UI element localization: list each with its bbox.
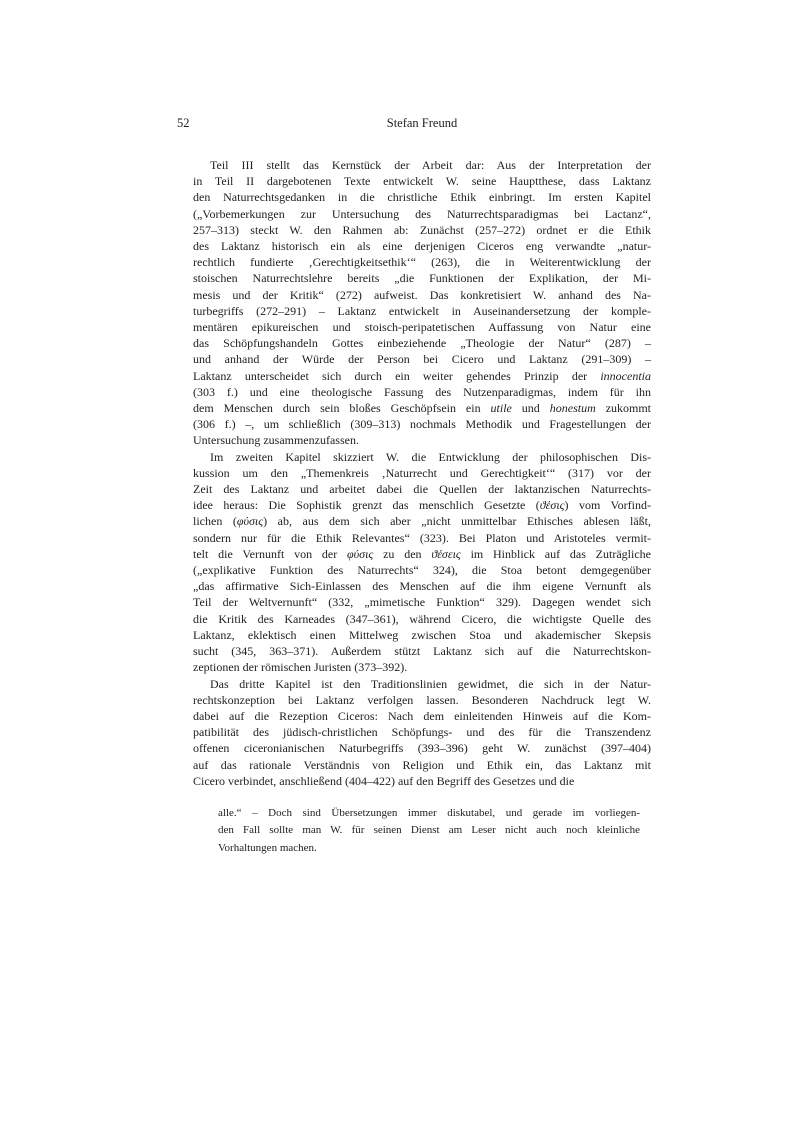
text-segment: Das dritte Kapitel ist den Traditionslinien gewidmet, die sich in der Natur-: [210, 676, 651, 691]
text-line: [193, 303, 651, 319]
text-line: [193, 319, 651, 335]
text-segment: und anhand der Würde der Person bei Cicero und Laktanz (291–309) –: [193, 352, 651, 367]
text-line: [218, 822, 640, 839]
text-line: [193, 724, 651, 740]
greek-term: ϑέσις: [539, 498, 565, 513]
text-segment: idee heraus: Die Sophistik grenzt das menschlich Gesetzte (: [193, 498, 540, 513]
text-line: [193, 351, 651, 367]
greek-term: ϑέσεις: [431, 546, 461, 561]
text-segment: zeptionen der römischen Juristen (373–392).: [193, 660, 408, 675]
text-line: [193, 611, 651, 627]
text-segment: sucht (345, 363–371). Außerdem stützt Laktanz sich auf die Naturrechtskon-: [193, 644, 651, 659]
text-line: [193, 189, 651, 205]
text-line: [193, 254, 651, 270]
page-number: 52: [177, 116, 190, 130]
italic-term: innocentia: [600, 368, 651, 383]
text-segment: die Kritik des Karneades (347–361), während Cicero, die wichtigste Quelle des: [193, 611, 651, 626]
text-line: [193, 238, 651, 254]
text-segment: zukommt: [595, 401, 652, 416]
text-line: [193, 643, 651, 659]
page-header: [177, 114, 651, 132]
text-segment: in Teil II dargebotenen Texte entwickelt W. seine Hauptthese, dass Laktanz: [193, 174, 651, 189]
text-line: [193, 773, 651, 789]
greek-term: φύσις: [347, 546, 374, 561]
text-segment: Im zweiten Kapitel skizziert W. die Entwicklung der philosophischen Dis-: [210, 449, 651, 464]
text-line: [193, 173, 651, 189]
text-line: [193, 416, 651, 432]
text-line: [193, 206, 651, 222]
text-segment: (303 f.) und eine theologische Fassung des Nutzenparadigmas, indem für ihn: [193, 384, 651, 399]
text-segment: den Fall sollte man W. für seinen Dienst am Leser nicht auch noch kleinliche: [218, 824, 640, 837]
text-line: [193, 287, 651, 303]
running-head: Stefan Freund: [386, 116, 458, 130]
italic-term: honestum: [549, 401, 596, 416]
text-line: [218, 805, 640, 822]
text-segment: turbegriffs (272–291) – Laktanz entwickelt in Auseinandersetzung der komple-: [193, 303, 651, 318]
text-segment: sondern nur für die Ethik Relevantes“ (323). Bei Platon und Aristoteles vermit-: [193, 530, 651, 545]
text-segment: dabei auf die Rezeption Ciceros: Nach dem einleitenden Hinweis auf die Kom-: [193, 708, 651, 723]
text-segment: kussion um den „Themenkreis ‚Naturrecht und Gerechtigkeit‘“ (317) vor der: [193, 465, 651, 480]
text-line: [193, 757, 651, 773]
text-segment: Laktanz, eklektisch einen Mittelweg zwischen Stoa und akademischer Skepsis: [193, 627, 651, 642]
text-line: [193, 222, 651, 238]
text-line: [193, 562, 651, 578]
text-line: [193, 384, 651, 400]
text-segment: alle.“ – Doch sind Übersetzungen immer diskutabel, und gerade im vorliegen-: [218, 807, 640, 819]
text-line: [193, 497, 651, 513]
text-segment: mentären epikureischen und stoisch-peripatetischen Auffassung von Natur eine: [193, 320, 651, 335]
text-line: [193, 530, 651, 546]
body-text: [193, 157, 651, 789]
paragraph: [193, 157, 651, 449]
text-segment: Zeit des Laktanz und arbeitet dabei die Quellen der laktanzischen Naturrechts-: [193, 482, 651, 497]
text-line: [193, 465, 651, 481]
text-segment: im Hinblick auf das Zuträgliche: [460, 546, 651, 561]
text-line: [193, 157, 651, 173]
text-line: [193, 481, 651, 497]
text-segment: patibilität des jüdisch-christlichen Schöpfungs- und des für die Transzendenz: [193, 725, 651, 740]
text-segment: Untersuchung zusammenzufassen.: [193, 433, 359, 448]
text-line: [193, 400, 651, 416]
text-segment: („explikative Funktion des Naturrechts“ 324), die Stoa betont demgegenüber: [193, 563, 651, 578]
text-segment: dem Menschen durch sein bloßes Geschöpfsein ein: [193, 401, 491, 416]
text-segment: mesis und der Kritik“ (272) aufweist. Das konkretisiert W. anhand des Na-: [193, 287, 651, 302]
paragraph: [193, 676, 651, 789]
text-line: [193, 546, 651, 562]
text-line: [218, 840, 640, 857]
text-line: [193, 449, 651, 465]
text-segment: rechtskonzeption bei Laktanz verfolgen lassen. Besonderen Nachdruck legt W.: [193, 692, 651, 707]
text-segment: lichen (: [193, 514, 237, 529]
text-segment: 257–313) steckt W. den Rahmen ab: Zunächst (257–272) ordnet er die Ethik: [193, 222, 651, 237]
paragraph: [193, 449, 651, 676]
text-segment: und: [511, 401, 550, 416]
text-segment: Cicero verbindet, anschließend (404–422) auf den Begriff des Gesetzes und die: [193, 773, 575, 788]
text-segment: offenen ciceronianischen Naturbegriffs (393–396) geht W. zunächst (397–404): [193, 741, 651, 756]
text-line: [193, 692, 651, 708]
text-segment: („Vorbemerkungen zur Untersuchung des Naturrechtsparadigmas bei Lactanz“,: [193, 206, 651, 221]
text-segment: des Laktanz historisch ein als eine derjenigen Ciceros eng verwandte „natur-: [193, 239, 651, 254]
footnote: [218, 805, 640, 857]
greek-term: φύσις: [236, 514, 264, 529]
text-segment: Teil der Weltvernunft“ (332, „mimetische Funktion“ 329). Dagegen wendet sich: [193, 595, 651, 610]
text-segment: (306 f.) –, um schließlich (309–313) nochmals Methodik und Fragestellungen der: [193, 417, 651, 432]
text-line: [193, 335, 651, 351]
text-segment: Teil III stellt das Kernstück der Arbeit dar: Aus der Interpretation der: [210, 158, 651, 172]
text-line: [193, 513, 651, 529]
text-line: [193, 594, 651, 610]
text-segment: rechtlich fundierte ‚Gerechtigkeitsethik‘“ (263), die in Weiterentwicklung der: [193, 255, 651, 270]
text-segment: telt die Vernunft von der: [193, 546, 348, 561]
text-segment: den Naturrechtsgedanken in die christliche Ethik einbringt. Im ersten Kapitel: [193, 190, 651, 205]
text-line: [193, 432, 651, 448]
text-segment: Vorhaltungen machen.: [218, 841, 317, 854]
text-line: [193, 708, 651, 724]
text-segment: „das affirmative Sich-Einlassen des Menschen auf die ihm eigene Vernunft als: [193, 579, 651, 594]
text-line: [193, 627, 651, 643]
text-line: [193, 270, 651, 286]
text-segment: ) vom Vorfind-: [564, 498, 651, 513]
text-segment: Laktanz unterscheidet sich durch ein weiter gehendes Prinzip der: [193, 368, 601, 383]
text-line: [193, 740, 651, 756]
text-line: [193, 578, 651, 594]
italic-term: utile: [490, 401, 512, 416]
text-segment: das Schöpfungshandeln Gottes einbeziehende „Theologie der Natur“ (287) –: [193, 336, 651, 351]
text-segment: zu den: [373, 546, 432, 561]
text-segment: stoischen Naturrechtslehre bereits „die Funktionen der Explikation, der Mi-: [193, 271, 651, 286]
text-line: [193, 368, 651, 384]
text-segment: auf das rationale Verständnis von Religion und Ethik ein, das Laktanz mit: [193, 757, 651, 772]
text-line: [193, 659, 651, 675]
text-line: [193, 676, 651, 692]
text-segment: ) ab, aus dem sich aber „nicht unmittelbar Ethisches ablesen läßt,: [263, 514, 652, 529]
